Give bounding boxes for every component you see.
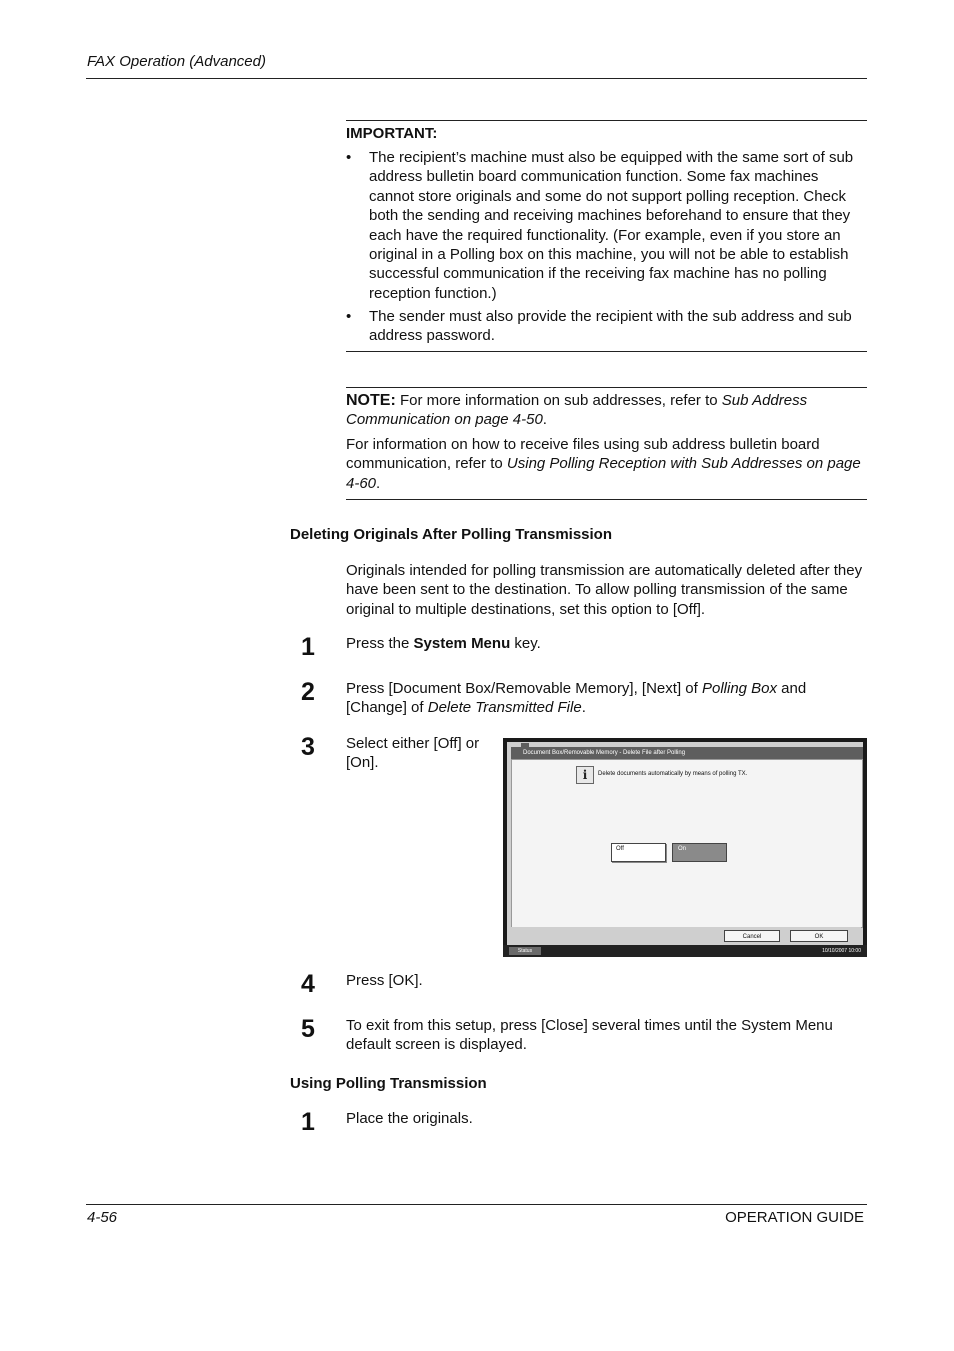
page-number: 4-56 [87,1209,118,1226]
note-reference-link: Sub Address Communication on page 4-50 [346,392,808,429]
status-bar [503,945,867,957]
step-italic: Delete Transmitted File [427,699,582,717]
guide-title: OPERATION GUIDE [725,1209,864,1226]
key-name: System Menu [413,635,511,652]
section-intro: Originals intended for polling transmission are automatically deleted after they have been sent to the destination. To allow polling transmission of the same original to multiple destinations, set this option to [Off]. [346,562,863,618]
step-number: 5 [301,1015,315,1043]
step-text-part: and [Change] of [346,680,807,717]
step-text-part: . [581,699,586,717]
step-text-part: key. [510,635,541,652]
section-heading: Using Polling Transmission [290,1075,487,1092]
bullet-text: The sender must also provide the recipient with the sub address and sub address password. [369,308,852,345]
footer-rule [86,1204,867,1205]
step-text: Press [OK]. [346,972,423,989]
step-number: 1 [301,633,315,661]
note-label: NOTE: [346,392,396,409]
bullet-symbol: • [346,308,352,325]
panel-message: Delete documents automatically by means of polling TX. [598,771,748,777]
step-italic: Polling Box [701,680,778,697]
step-number: 3 [301,733,315,761]
note-end: . [542,411,547,429]
panel-content [511,759,863,928]
bullet-text: The recipient’s machine must also be equipped with the same sort of sub address bulletin board communication function. Some fax machines cannot store originals and some do not support polling reception. Check both the sending and receiving machines beforehand to ensure that they each have the required functionality. (For example, even if you store an original in a Polling box on this machine, you will not be able to establish successful communication if the receiving fax machine has no polling reception function.) [369,149,854,302]
step-text: Select either [Off] or [On]. [346,735,480,772]
section-heading: Deleting Originals After Polling Transmission [290,526,613,543]
step-number: 4 [301,970,315,998]
on-button[interactable]: On [672,843,727,862]
running-header: FAX Operation (Advanced) [87,53,266,70]
ok-button[interactable]: OK [790,930,848,942]
note-text: For information on how to receive files using sub address bulletin board communication, refer to [346,436,820,473]
panel-title: Document Box/Removable Memory - Delete File after Polling [511,747,863,759]
step-number: 2 [301,678,315,706]
off-button[interactable]: Off [611,843,666,862]
note-top-rule [346,387,867,388]
step-text [346,679,866,718]
panel-body [507,742,863,953]
step-text-part: Press the [346,635,414,652]
step-number: 1 [301,1108,315,1136]
note-reference-link: Using Polling Reception with Sub Addresses on page 4-60 [346,455,861,492]
cancel-button[interactable]: Cancel [724,930,780,942]
important-bottom-rule [346,351,867,352]
operation-panel-screenshot [503,738,867,957]
step-text-part: Press [Document Box/Removable Memory], [Next] of [346,680,702,697]
important-label: IMPORTANT: [346,125,438,142]
note-paragraph-2 [346,435,866,493]
step-text: To exit from this setup, press [Close] several times until the System Menu default screen is displayed. [346,1017,833,1054]
info-icon: i [576,766,594,784]
note-text: For more information on sub addresses, refer to [395,392,722,409]
header-rule [86,78,867,79]
note-bottom-rule [346,499,867,500]
status-button[interactable]: Status [509,947,541,955]
note-paragraph-1 [346,391,866,430]
status-datetime: 10/10/2007 10:00 [822,948,861,954]
bullet-symbol: • [346,149,352,166]
step-text [346,634,866,653]
panel-action-bar [511,927,861,945]
important-top-rule [346,120,867,121]
note-end: . [376,474,381,492]
step-text: Place the originals. [346,1110,473,1127]
